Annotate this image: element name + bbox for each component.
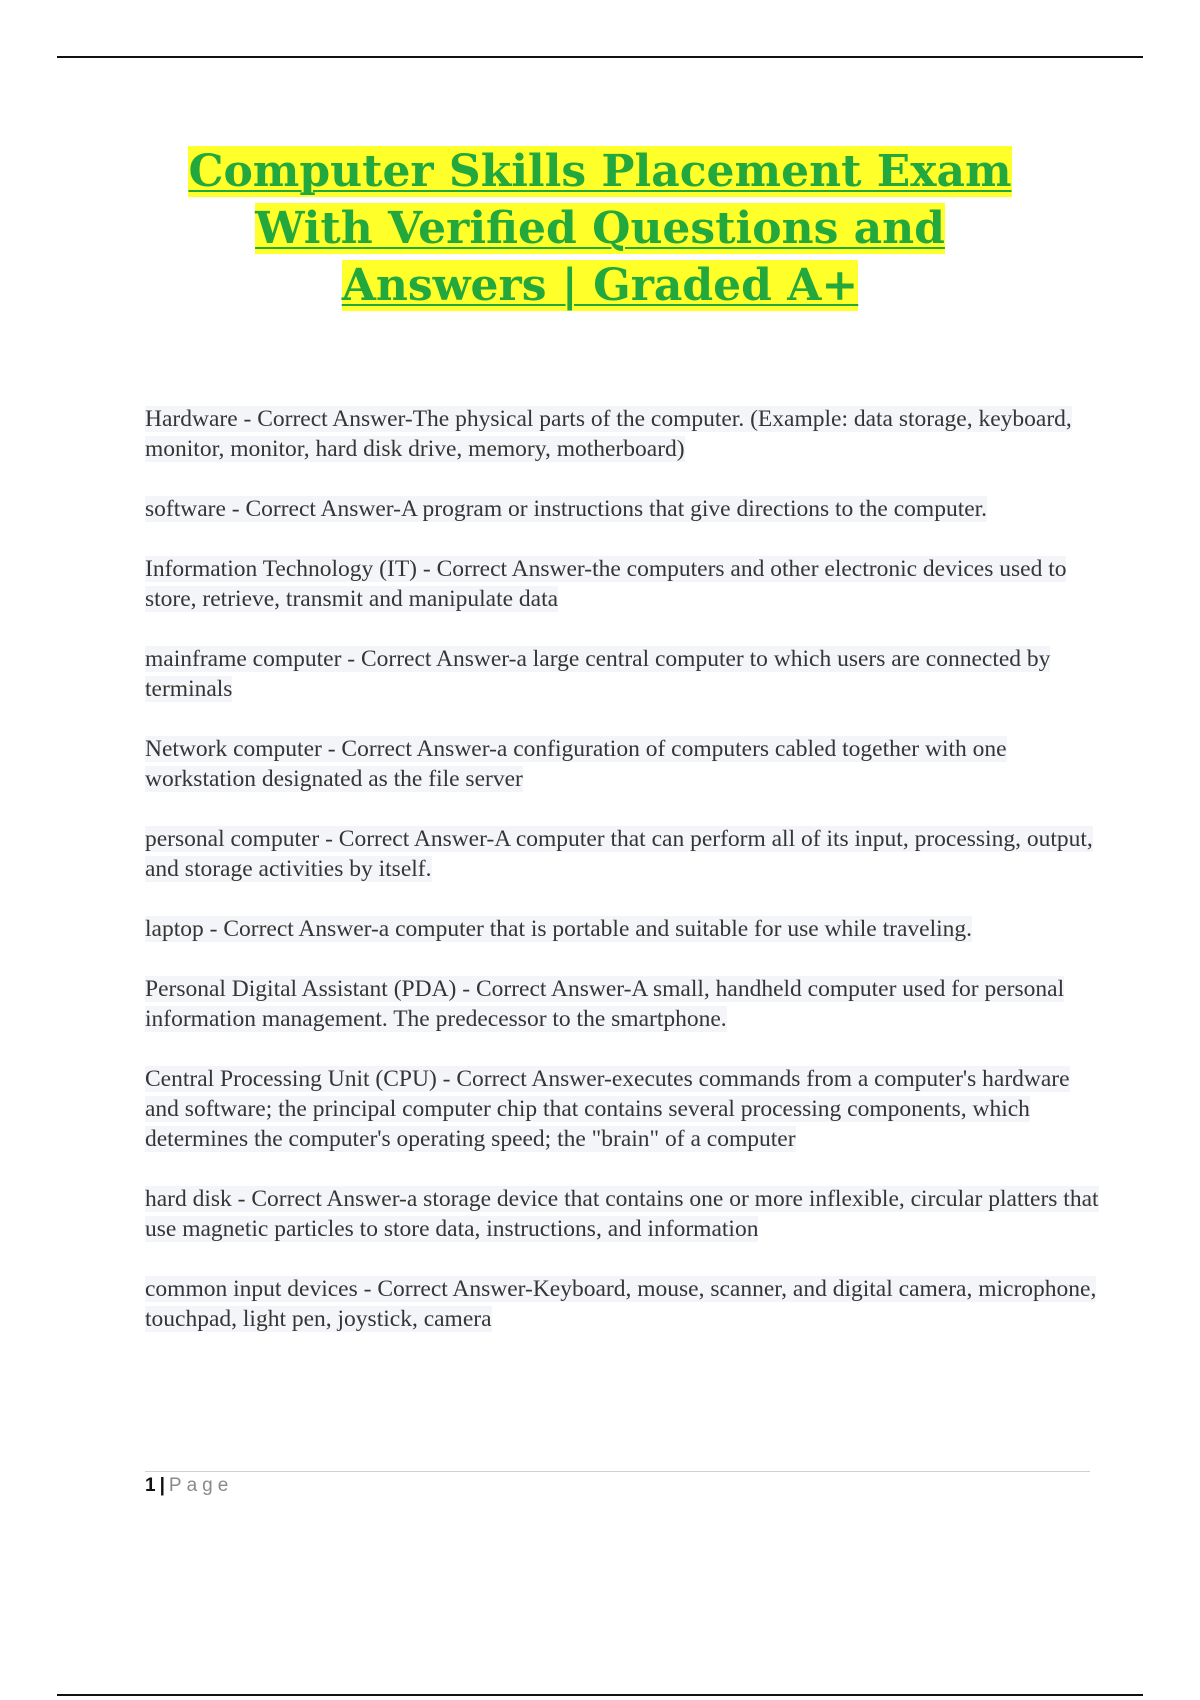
qa-entry-text: personal computer - Correct Answer-A computer that can perform all of its input, processing, output, and storage activities by itself. xyxy=(145,826,1093,882)
page-footer xyxy=(145,1474,233,1498)
footer-separator: | xyxy=(159,1475,165,1496)
qa-entry-text: hard disk - Correct Answer-a storage device that contains one or more inflexible, circular platters that use magnetic particles to store data, instructions, and information xyxy=(145,1186,1099,1242)
qa-entry-text: laptop - Correct Answer-a computer that is portable and suitable for use while traveling. xyxy=(145,916,972,942)
qa-entry-text: common input devices - Correct Answer-Keyboard, mouse, scanner, and digital camera, microphone, touchpad, light pen, joystick, camera xyxy=(145,1276,1097,1332)
qa-entry xyxy=(145,734,1105,794)
page-number: 1 xyxy=(145,1475,156,1496)
qa-entry-text: Personal Digital Assistant (PDA) - Correct Answer-A small, handheld computer used for personal information management. The predecessor to the smartphone. xyxy=(145,976,1065,1032)
qa-entry xyxy=(145,1274,1105,1334)
qa-entry-text: Hardware - Correct Answer-The physical parts of the computer. (Example: data storage, keyboard, monitor, monitor, hard disk drive, memory, motherboard) xyxy=(145,406,1072,462)
qa-entry xyxy=(145,1184,1105,1244)
qa-entry xyxy=(145,974,1105,1034)
qa-entry-text: Network computer - Correct Answer-a configuration of computers cabled together with one workstation designated as the file server xyxy=(145,736,1007,792)
qa-entry xyxy=(145,404,1105,464)
title-line-3: Answers | Graded A+ xyxy=(341,260,859,311)
qa-entry-text: Central Processing Unit (CPU) - Correct Answer-executes commands from a computer's hardware and software; the principal computer chip that contains several processing components, which determines the computer's operating speed; the "brain" of a computer xyxy=(145,1066,1070,1152)
qa-entry-text: mainframe computer - Correct Answer-a large central computer to which users are connected by terminals xyxy=(145,646,1051,702)
document-title xyxy=(100,143,1100,314)
qa-list xyxy=(145,404,1105,1334)
top-rule xyxy=(57,56,1143,58)
page-label: Page xyxy=(168,1475,234,1496)
qa-entry-text: Information Technology (IT) - Correct Answer-the computers and other electronic devices used to store, retrieve, transmit and manipulate data xyxy=(145,556,1067,612)
qa-entry xyxy=(145,824,1105,884)
qa-entry xyxy=(145,644,1105,704)
footer-rule xyxy=(145,1471,1090,1472)
qa-entry xyxy=(145,494,1105,524)
bottom-rule xyxy=(57,1694,1143,1696)
qa-entry-text: software - Correct Answer-A program or instructions that give directions to the computer. xyxy=(145,496,988,522)
qa-entry xyxy=(145,914,1105,944)
title-line-2: With Verified Questions and xyxy=(255,203,945,254)
title-line-1: Computer Skills Placement Exam xyxy=(188,146,1012,197)
qa-entry xyxy=(145,554,1105,614)
qa-entry xyxy=(145,1064,1105,1154)
